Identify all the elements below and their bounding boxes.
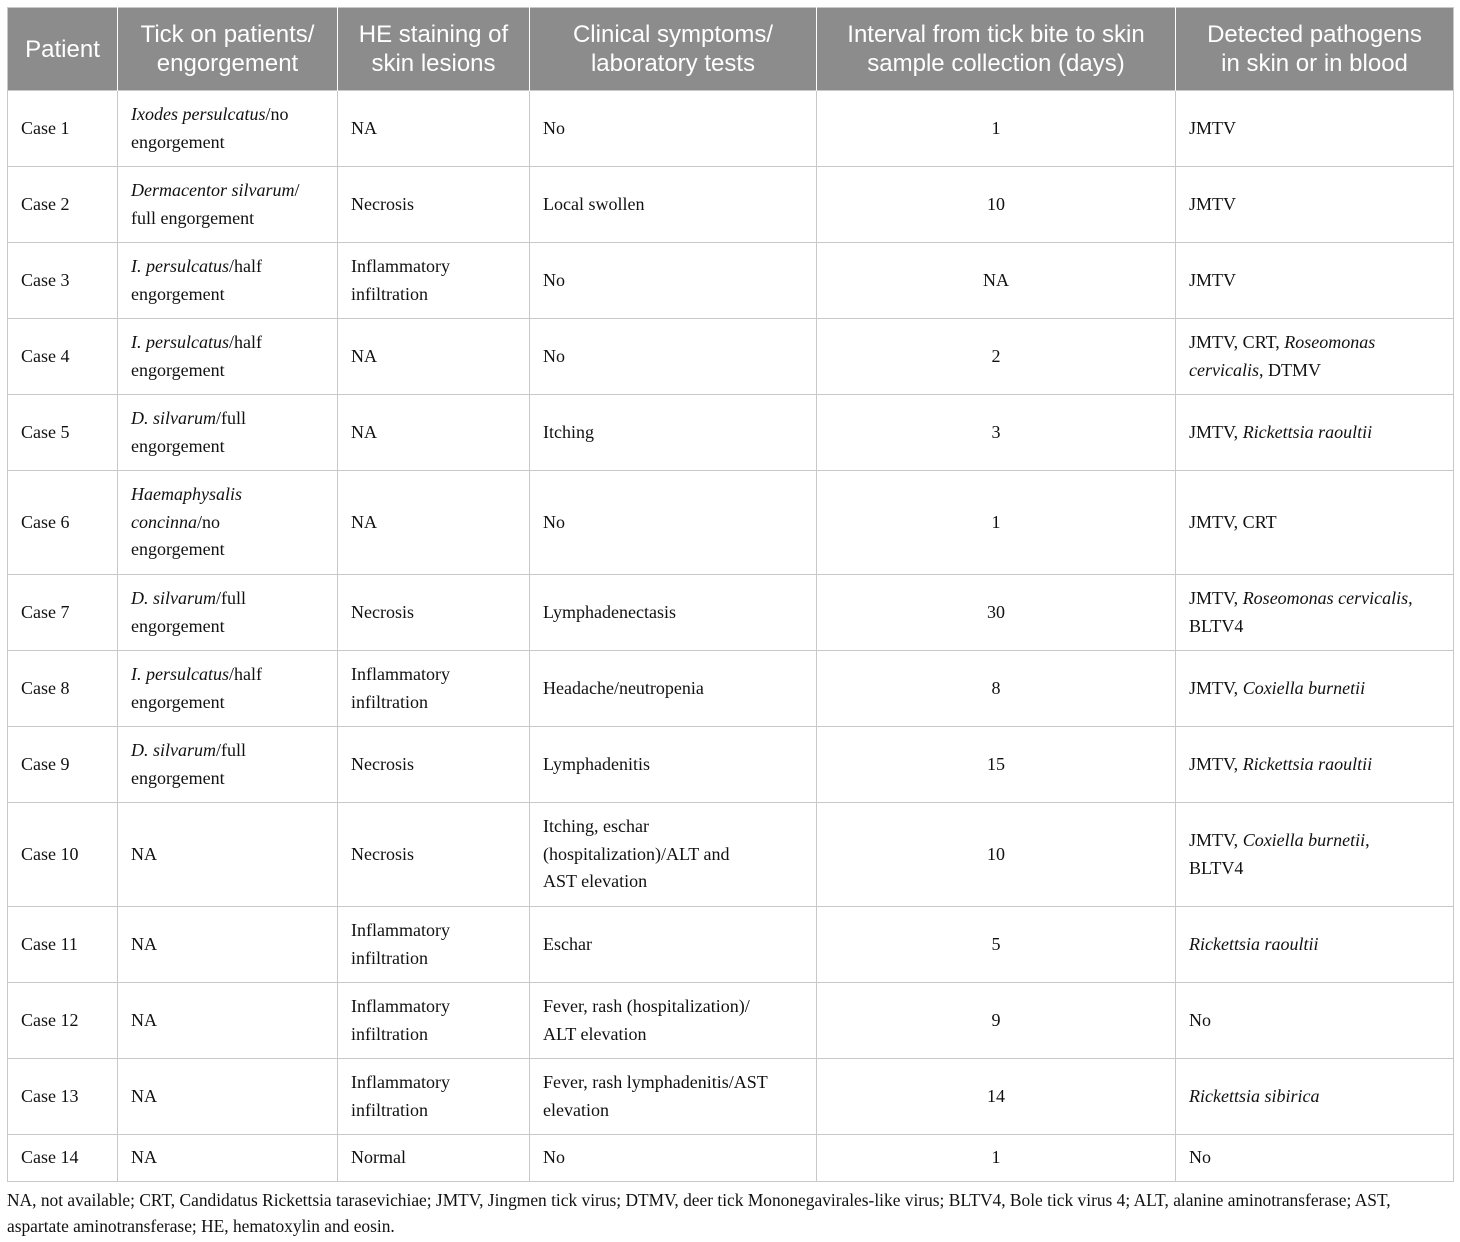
cell-interval: 15 [817,727,1176,803]
cell-text: JMTV [1189,117,1237,138]
cell-text: Haemaphysalis [131,484,242,505]
table-row [8,727,1454,803]
cell-text: engorgement [131,359,225,380]
table-row [8,1059,1454,1135]
cell-clinical [530,651,817,727]
cell-text: Fever, rash (hospitalization)/ [543,996,750,1016]
cell-interval: 1 [817,471,1176,575]
cell-text: engorgement [131,767,225,788]
table-body [8,91,1454,1182]
cell-tick [118,983,338,1059]
cell-he-staining [338,319,530,395]
cell-text: JMTV, CRT, [1189,332,1285,352]
cell-clinical [530,803,817,907]
table-row [8,471,1454,575]
cell-interval: 2 [817,319,1176,395]
cell-tick [118,651,338,727]
cell-text: Normal [351,1147,406,1168]
cell-text: NA [351,117,377,138]
header-row [8,8,1454,91]
cell-pathogens [1176,1135,1454,1182]
cell-patient: Case 8 [8,651,118,727]
cell-tick [118,395,338,471]
cell-text: cervicalis [1189,359,1259,380]
cell-clinical [530,1135,817,1182]
cell-patient: Case 10 [8,803,118,907]
cell-clinical [530,727,817,803]
cell-text: NA [131,843,157,864]
cell-text: , DTMV [1258,359,1321,380]
cell-pathogens [1176,395,1454,471]
cell-pathogens [1176,167,1454,243]
cell-clinical [530,575,817,651]
cell-tick [118,907,338,983]
cell-interval: NA [817,243,1176,319]
cell-text: AST elevation [543,871,648,892]
cell-text: Headache/neutropenia [543,677,704,698]
cell-he-staining [338,91,530,167]
cell-text: infiltration [351,1023,428,1044]
cell-tick [118,727,338,803]
cell-clinical [530,243,817,319]
cell-interval: 1 [817,91,1176,167]
cell-tick [118,167,338,243]
table-row [8,395,1454,471]
header-interval: Interval from tick bite to skin sample collection (days) [817,8,1176,91]
cell-text: No [1189,1009,1211,1030]
cell-pathogens [1176,471,1454,575]
cell-clinical [530,471,817,575]
cell-text: Coxiella burnetii [1242,677,1366,698]
cell-text: D. silvarum [131,588,216,608]
cell-text: Inflammatory [351,920,450,940]
header-tick: Tick on patients/ engorgement [118,8,338,91]
cell-text: Rickettsia sibirica [1189,1085,1320,1106]
cell-text: No [543,117,565,138]
cell-text: I. persulcatus [131,256,229,276]
cell-text: Itching, eschar [543,816,649,837]
cell-pathogens [1176,727,1454,803]
cell-text: Inflammatory [351,256,450,276]
cell-text: elevation [543,1099,609,1120]
header-pathogens: Detected pathogens in skin or in blood [1176,8,1454,91]
cell-patient: Case 11 [8,907,118,983]
cell-text: NA [131,933,157,954]
cell-text: JMTV [1189,193,1237,214]
cell-text: NA [131,1085,157,1106]
table-row [8,1135,1454,1182]
header-patient: Patient [8,8,118,91]
cell-patient: Case 3 [8,243,118,319]
cell-text: / [294,180,300,200]
cell-tick [118,243,338,319]
cell-pathogens [1176,651,1454,727]
cell-text: Necrosis [351,601,414,622]
cell-text: Lymphadenitis [543,753,650,774]
cell-text: Local swollen [543,193,645,214]
cell-pathogens [1176,575,1454,651]
cell-interval: 1 [817,1135,1176,1182]
cell-interval: 10 [817,803,1176,907]
cell-patient: Case 4 [8,319,118,395]
cell-text: Coxiella burnetii [1242,830,1366,850]
cell-text: /full [216,588,246,608]
cell-text: Lymphadenectasis [543,601,676,622]
cell-tick [118,803,338,907]
table-row [8,983,1454,1059]
cell-text: BLTV4 [1189,615,1244,636]
cell-he-staining [338,803,530,907]
cell-text: No [543,1147,565,1168]
cell-he-staining [338,1135,530,1182]
cell-interval: 8 [817,651,1176,727]
table-row [8,167,1454,243]
cell-text: No [543,269,565,290]
cell-tick [118,1059,338,1135]
cell-text: Necrosis [351,753,414,774]
cell-patient: Case 9 [8,727,118,803]
cell-interval: 14 [817,1059,1176,1135]
cell-text: JMTV, [1189,677,1243,698]
cell-text: , [1365,830,1370,850]
table-row [8,91,1454,167]
cell-text: /no [265,104,289,124]
cell-he-staining [338,907,530,983]
cell-clinical [530,907,817,983]
cell-text: D. silvarum [131,408,216,428]
cell-he-staining [338,727,530,803]
cell-text: Inflammatory [351,664,450,684]
cell-tick [118,1135,338,1182]
cell-text: infiltration [351,691,428,712]
cell-text: Ixodes persulcatus [131,104,266,124]
cell-text: engorgement [131,131,225,152]
cell-text: infiltration [351,1099,428,1120]
cell-interval: 10 [817,167,1176,243]
header-clinical: Clinical symptoms/ laboratory tests [530,8,817,91]
cell-pathogens [1176,1059,1454,1135]
cell-text: NA [131,1147,157,1168]
cell-text: /half [229,256,262,276]
cell-pathogens [1176,91,1454,167]
cell-tick [118,575,338,651]
cell-he-staining [338,1059,530,1135]
cell-text: I. persulcatus [131,664,229,684]
cell-text: (hospitalization)/ALT and [543,843,730,864]
cell-he-staining [338,395,530,471]
cell-text: Rickettsia raoultii [1242,421,1373,442]
cell-patient: Case 14 [8,1135,118,1182]
cell-clinical [530,395,817,471]
cell-text: /no [196,511,220,532]
cell-clinical [530,1059,817,1135]
cell-text: Necrosis [351,193,414,214]
cell-text: No [543,345,565,366]
table-row [8,243,1454,319]
table-row [8,651,1454,727]
cell-text: , [1408,588,1413,608]
cell-text: JMTV, [1189,830,1243,850]
cell-text: Inflammatory [351,996,450,1016]
cell-text: Rickettsia raoultii [1189,933,1319,954]
cell-text: engorgement [131,283,225,304]
table-footnote: NA, not available; CRT, Candidatus Rickettsia tarasevichiae; JMTV, Jingmen tick virus; DTMV, deer tick Mononegavirales-like virus; BLTV4, Bole tick virus 4; ALT, alanine aminotransferase; AST, aspartate aminotransferase; HE, hematoxylin and eosin. [7,1190,1391,1236]
cell-text: No [543,511,565,532]
cell-pathogens [1176,319,1454,395]
cell-pathogens [1176,243,1454,319]
cell-text: NA [351,511,377,532]
cell-patient: Case 2 [8,167,118,243]
cell-pathogens [1176,803,1454,907]
cell-clinical [530,983,817,1059]
cell-text: engorgement [131,691,225,712]
cell-patient: Case 13 [8,1059,118,1135]
cell-text: JMTV, [1189,588,1243,608]
cell-text: /half [229,332,262,352]
cell-he-staining [338,983,530,1059]
cell-he-staining [338,575,530,651]
cell-text: BLTV4 [1189,857,1244,878]
cell-text: engorgement [131,539,225,560]
cell-text: JMTV, [1189,421,1243,442]
table-container [7,7,1453,1182]
cell-he-staining [338,651,530,727]
cell-clinical [530,167,817,243]
cell-clinical [530,319,817,395]
cell-text: engorgement [131,615,225,636]
cell-pathogens [1176,983,1454,1059]
cell-text: Rickettsia raoultii [1242,753,1373,774]
cell-text: Itching [543,421,594,442]
cell-text: concinna [131,511,197,532]
cell-patient: Case 6 [8,471,118,575]
patients-table [7,7,1454,1182]
cell-tick [118,91,338,167]
cell-patient: Case 1 [8,91,118,167]
table-row [8,803,1454,907]
cell-text: JMTV, [1189,753,1243,774]
header-he-staining: HE staining of skin lesions [338,8,530,91]
cell-tick [118,319,338,395]
cell-text: Roseomonas cervicalis [1242,588,1409,608]
cell-patient: Case 5 [8,395,118,471]
cell-tick [118,471,338,575]
table-row [8,907,1454,983]
cell-interval: 30 [817,575,1176,651]
cell-text: D. silvarum [131,740,216,760]
cell-text: infiltration [351,283,428,304]
cell-text: I. persulcatus [131,332,229,352]
cell-text: JMTV, CRT [1189,511,1277,532]
cell-patient: Case 12 [8,983,118,1059]
cell-he-staining [338,167,530,243]
cell-he-staining [338,471,530,575]
cell-text: engorgement [131,435,225,456]
cell-text: /full [216,740,246,760]
cell-patient: Case 7 [8,575,118,651]
cell-text: full engorgement [131,207,255,228]
cell-interval: 9 [817,983,1176,1059]
cell-text: Necrosis [351,843,414,864]
cell-text: /half [229,664,262,684]
cell-pathogens [1176,907,1454,983]
cell-he-staining [338,243,530,319]
cell-text: infiltration [351,947,428,968]
cell-text: No [1189,1147,1211,1168]
cell-text: Roseomonas [1284,332,1376,352]
cell-text: /full [216,408,246,428]
cell-clinical [530,91,817,167]
cell-text: NA [351,421,377,442]
cell-text: ALT elevation [543,1023,647,1044]
table-row [8,319,1454,395]
cell-text: Inflammatory [351,1072,450,1092]
cell-text: NA [351,345,377,366]
table-row [8,575,1454,651]
cell-interval: 3 [817,395,1176,471]
cell-text: JMTV [1189,269,1237,290]
cell-text: NA [131,1009,157,1030]
cell-interval: 5 [817,907,1176,983]
cell-text: Eschar [543,933,592,954]
cell-text: Dermacentor silvarum [131,180,295,200]
cell-text: Fever, rash lymphadenitis/AST [543,1072,768,1092]
